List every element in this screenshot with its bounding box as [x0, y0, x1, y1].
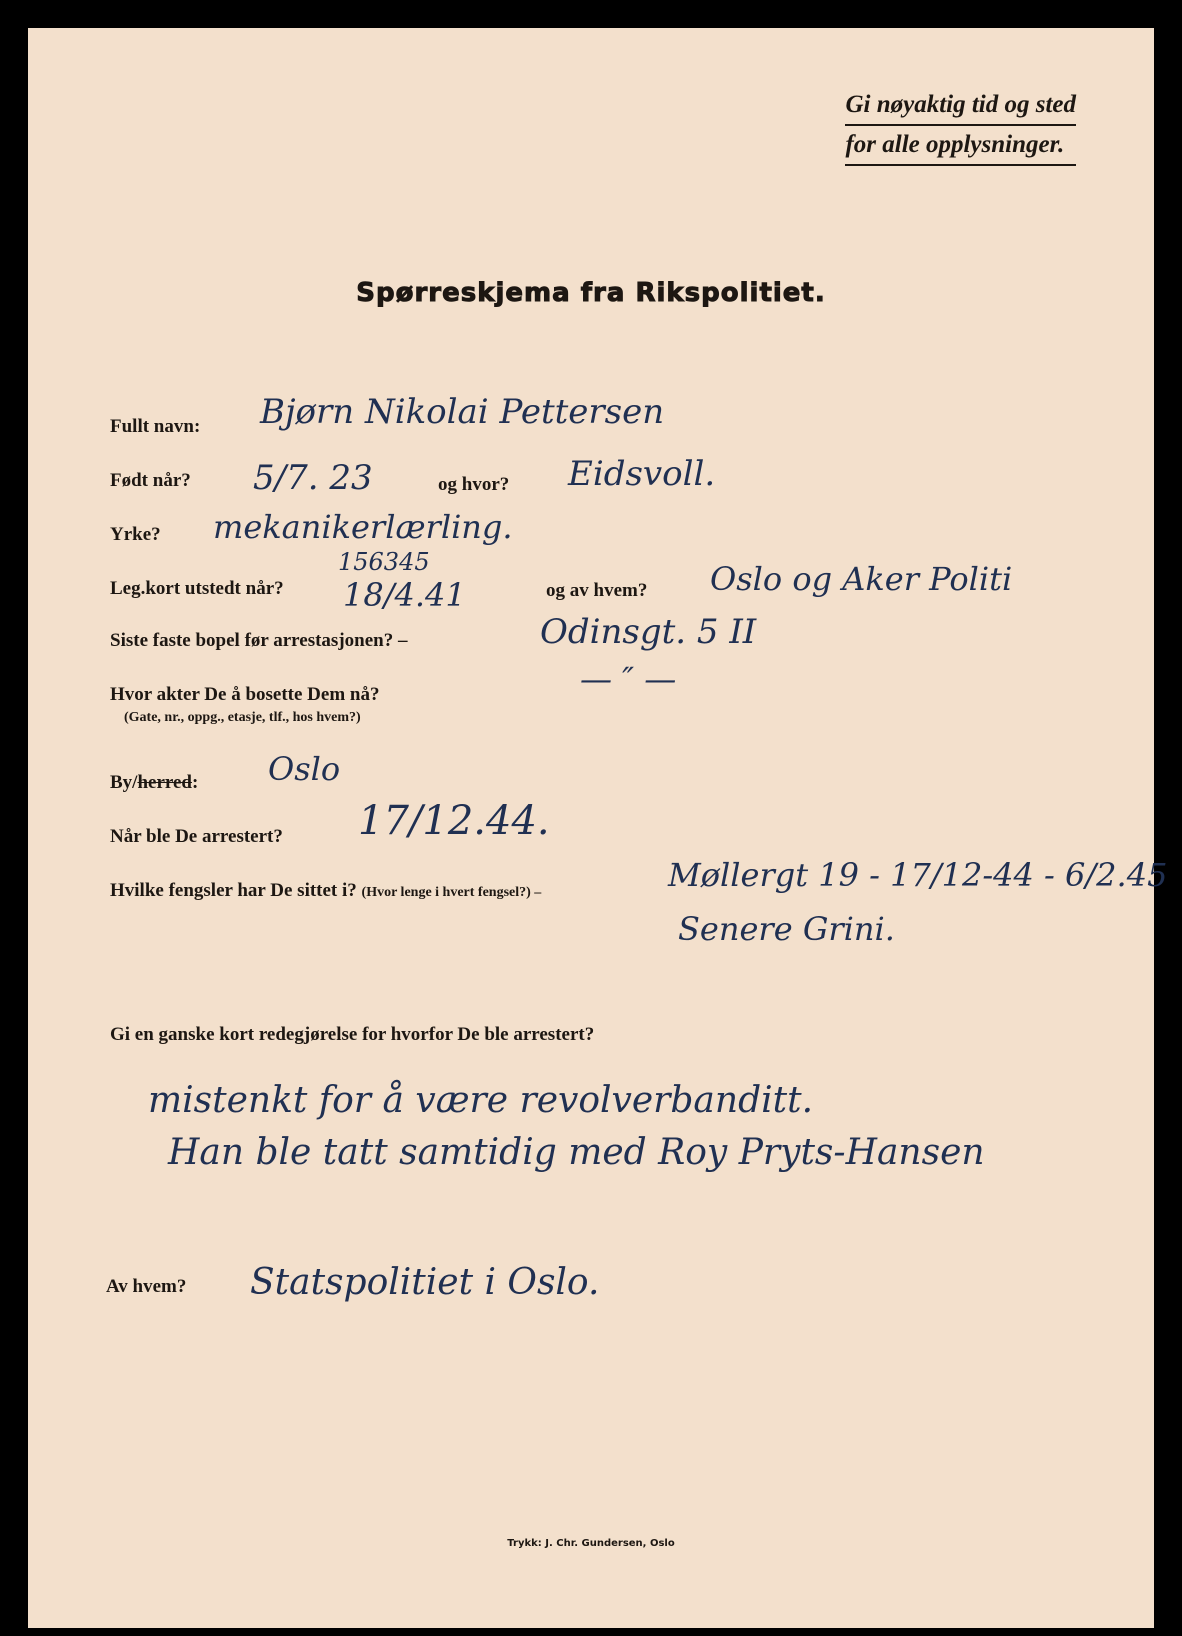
legkort-when-label: Leg.kort utstedt når?: [110, 578, 284, 599]
last-address-value: Odinsgt. 5 II: [540, 612, 757, 652]
notice-line-1: Gi nøyaktig tid og sted: [845, 86, 1076, 126]
settle-where-sublabel: (Gate, nr., oppg., etasje, tlf., hos hvem?): [124, 710, 361, 725]
notice-line-2: for alle opplysninger.: [845, 126, 1076, 166]
legkort-by-whom-value: Oslo og Aker Politi: [710, 560, 1013, 598]
born-when-value: 5/7. 23: [253, 458, 373, 498]
legkort-number: 156345: [338, 548, 430, 576]
born-when-label: Født når?: [110, 470, 191, 491]
full-name-value: Bjørn Nikolai Pettersen: [260, 392, 665, 432]
city-label-colon: :: [191, 772, 199, 793]
settle-where-value: — ″ —: [580, 660, 677, 698]
legkort-by-whom-label: og av hvem?: [546, 580, 648, 601]
prisons-value-line-2: Senere Grini.: [678, 910, 895, 948]
form-page: [28, 28, 1168, 1628]
arrested-when-value: 17/12.44.: [358, 798, 550, 844]
city-label-herred: herred: [137, 772, 192, 793]
legkort-when-value: 18/4.41: [343, 576, 466, 614]
form-title: Spørreskjema fra Rikspolitiet.: [356, 278, 826, 308]
reason-value-line-1: mistenkt for å være revolverbanditt.: [148, 1080, 814, 1121]
born-where-label: og hvor?: [438, 474, 510, 495]
prisons-label: [110, 880, 541, 902]
prisons-value-line-1: Møllergt 19 - 17/12-44 - 6/2.45: [668, 856, 1168, 894]
instruction-notice: [845, 86, 1076, 166]
settle-where-label: Hvor akter De å bosette Dem nå?: [110, 684, 380, 705]
reason-value-line-2: Han ble tatt samtidig med Roy Pryts-Hansen: [168, 1132, 985, 1173]
born-where-value: Eidsvoll.: [568, 454, 716, 494]
printer-imprint: Trykk: J. Chr. Gundersen, Oslo: [507, 1538, 675, 1549]
by-whom-label: Av hvem?: [106, 1276, 187, 1297]
arrested-when-label: Når ble De arrestert?: [110, 826, 283, 847]
occupation-value: mekanikerlærling.: [213, 508, 513, 546]
last-address-label: Siste faste bopel før arrestasjonen? –: [110, 630, 408, 651]
prisons-label-main: Hvilke fengsler har De sittet i?: [110, 880, 357, 901]
full-name-label: Fullt navn:: [110, 416, 201, 437]
prisons-sublabel: (Hvor lenge i hvert fengsel?) –: [361, 885, 542, 900]
reason-label: Gi en ganske kort redegjørelse for hvorfor De ble arrestert?: [110, 1024, 595, 1045]
city-label: [110, 772, 198, 794]
city-value: Oslo: [268, 750, 341, 788]
city-label-by: By/: [110, 772, 138, 793]
by-whom-value: Statspolitiet i Oslo.: [250, 1262, 600, 1303]
occupation-label: Yrke?: [110, 524, 161, 545]
